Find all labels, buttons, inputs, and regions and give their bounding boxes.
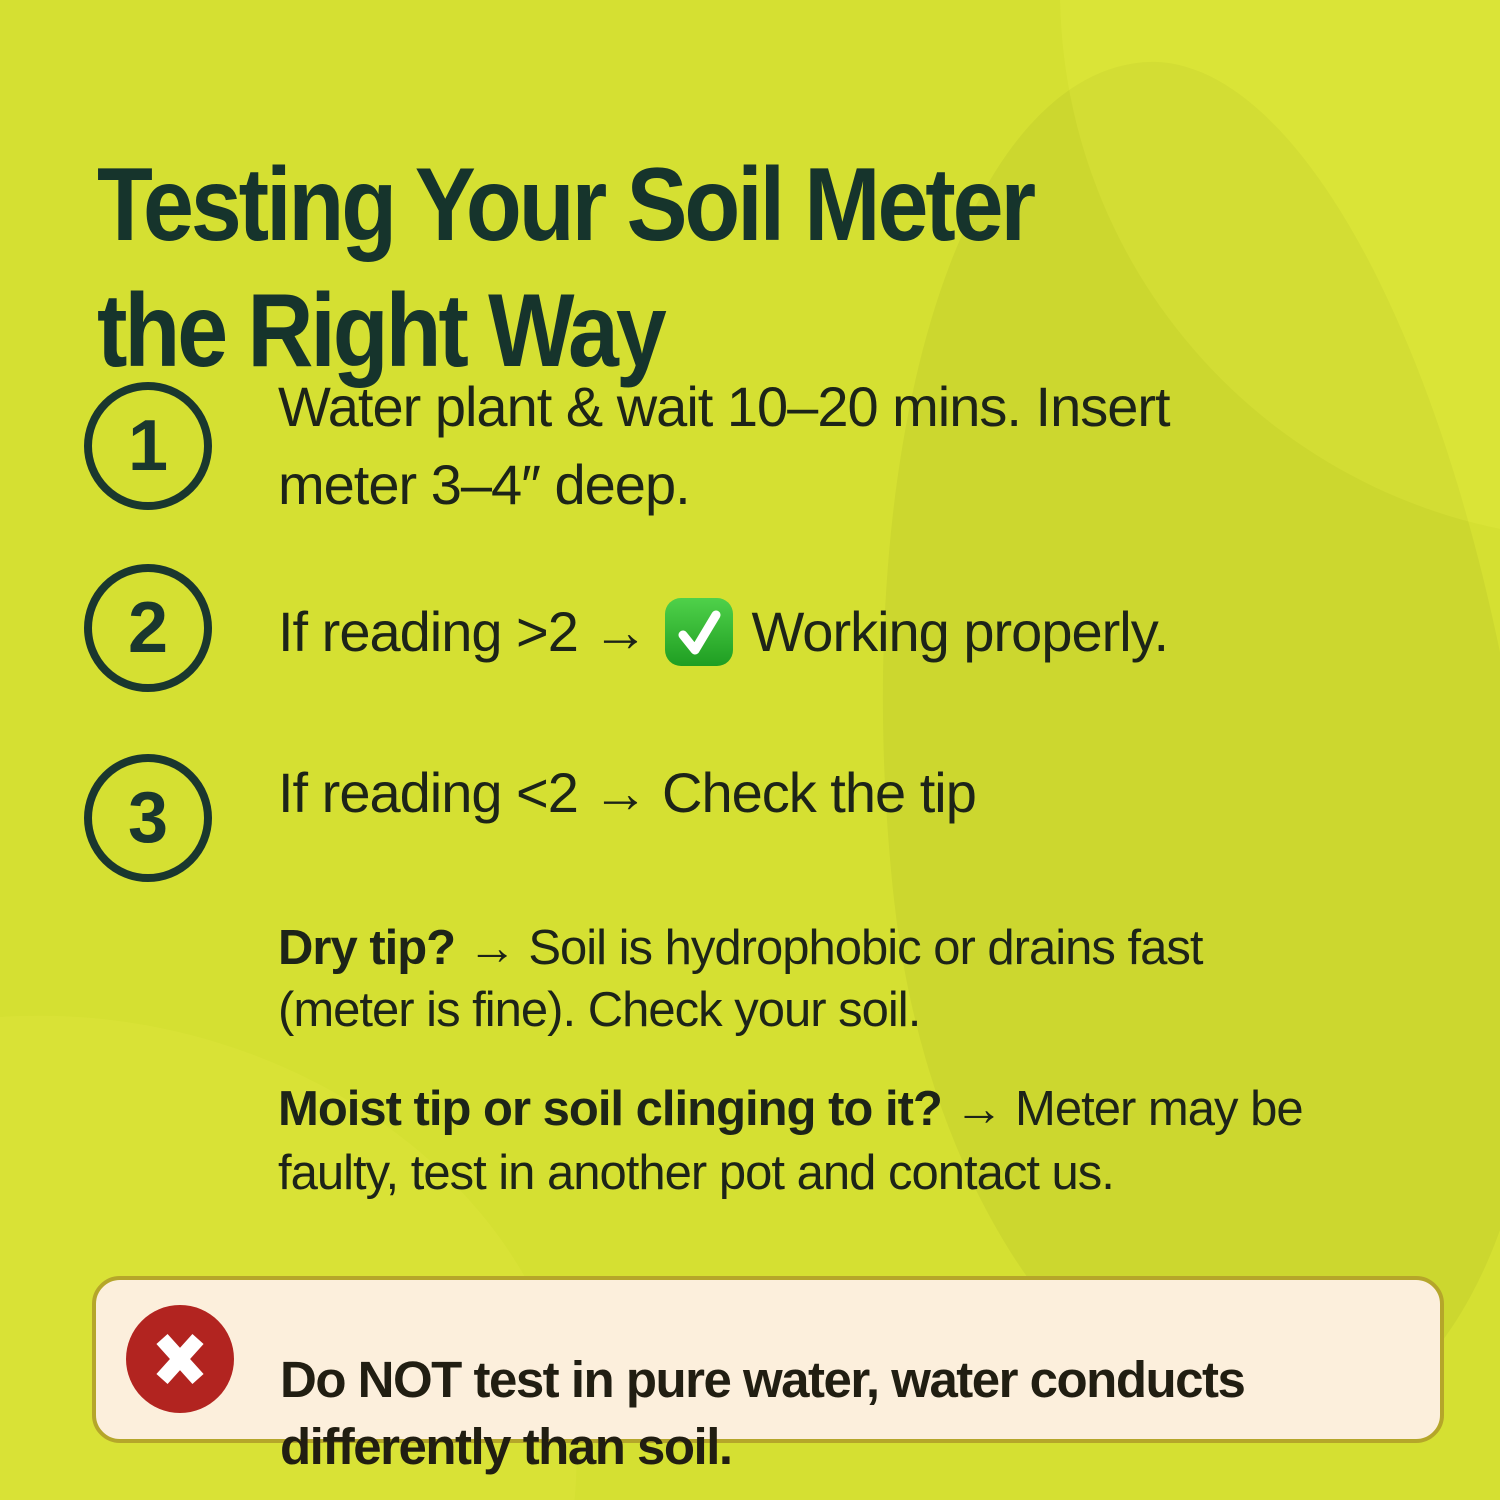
warning-text-line1: Do NOT test in pure water, water conducts [280, 1351, 1245, 1408]
dry-tip-label: Dry tip? [278, 921, 456, 975]
step-2-text-before: If reading >2 → [278, 600, 648, 663]
warning-box [92, 1276, 1444, 1475]
dry-tip-note [278, 917, 1202, 1041]
step-1-text-line2: meter 3–4″ deep. [278, 453, 690, 516]
step-3-text-line: If reading <2 → Check the tip [278, 761, 976, 824]
step-3-number: 3 [127, 778, 169, 858]
dry-tip-rest: → Soil is hydrophobic or drains fast [455, 921, 1203, 975]
step-1-number: 1 [127, 406, 169, 486]
step-3-text [278, 754, 976, 832]
cross-mark-icon [126, 1305, 234, 1413]
moist-tip-rest: → Meter may be [941, 1082, 1303, 1136]
step-2-text-after: Working properly. [751, 600, 1169, 663]
warning-text [280, 1346, 1244, 1480]
page-title-line1: Testing Your Soil Meter [97, 146, 1034, 263]
step-2-number: 2 [127, 588, 169, 668]
moist-tip-note [278, 1077, 1303, 1205]
page-title-line2: the Right Way [97, 272, 664, 389]
step-1-text [278, 368, 1170, 524]
moist-tip-label: Moist tip or soil clinging to it? [278, 1082, 942, 1136]
step-1-number-badge [84, 382, 212, 510]
page-title [97, 142, 1033, 394]
check-mark-icon [663, 596, 735, 668]
moist-tip-line2: faulty, test in another pot and contact us. [278, 1146, 1114, 1200]
dry-tip-line2: (meter is fine). Check your soil. [278, 983, 921, 1037]
step-2-text [278, 592, 1168, 672]
step-3-number-badge [84, 754, 212, 882]
step-2-number-badge [84, 564, 212, 692]
warning-text-line2: differently than soil. [280, 1418, 732, 1475]
step-1-text-line1: Water plant & wait 10–20 mins. Insert [278, 375, 1170, 438]
